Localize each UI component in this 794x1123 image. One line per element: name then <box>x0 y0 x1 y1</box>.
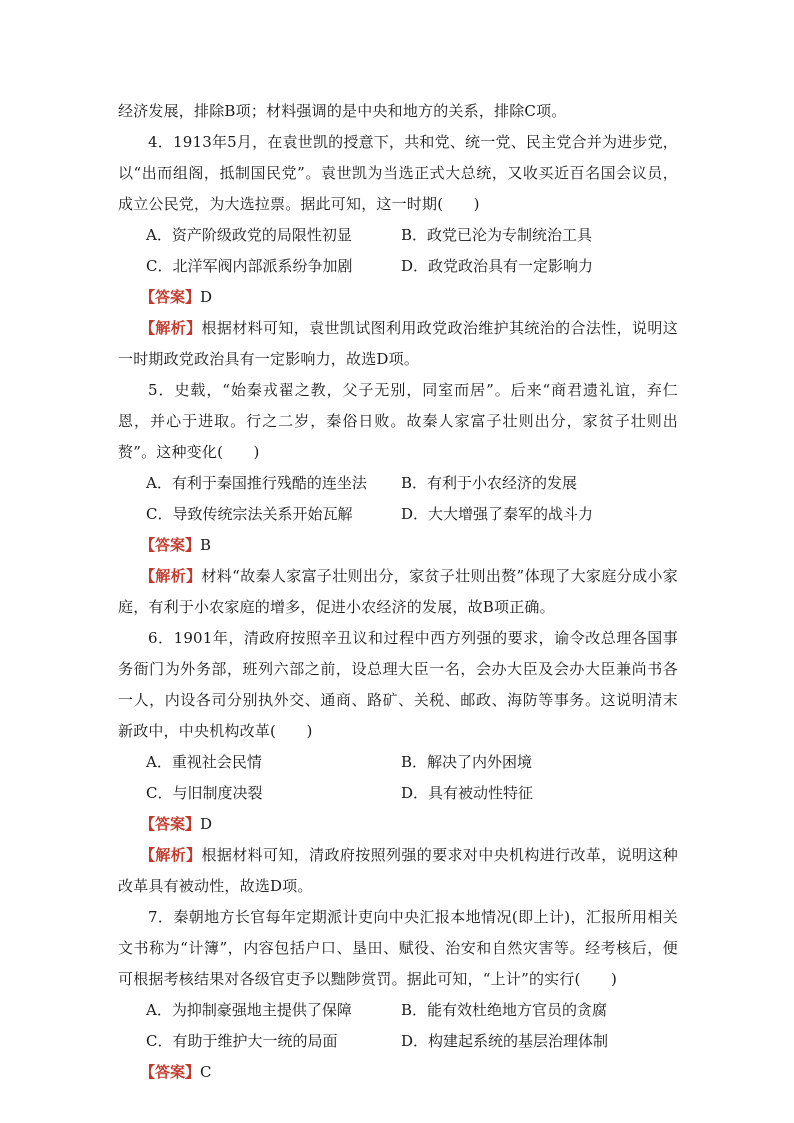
analysis-text: 根据材料可知，清政府按照列强的要求对中央机构进行改革，说明这种改革具有被动性，故选D项。 <box>118 846 678 895</box>
option-d: D．大大增强了秦军的战斗力 <box>401 505 594 523</box>
analysis-text: 根据材料可知，袁世凯试图利用政党政治维护其统治的合法性，说明这一时期政党政治具有一定影响力，故选D项。 <box>118 319 678 368</box>
answer-value: D <box>200 815 213 833</box>
option-d: D．具有被动性特征 <box>401 784 534 802</box>
answer-label: 【答案】 <box>140 815 201 833</box>
analysis-line <box>118 840 678 902</box>
option-b: B．解决了内外困境 <box>401 753 533 771</box>
answer-line <box>118 530 678 561</box>
option-b: B．有利于小农经济的发展 <box>401 474 578 492</box>
answer-value: C <box>200 1063 212 1081</box>
option-a: A．重视社会民情 <box>146 753 262 771</box>
option-d: D．构建起系统的基层治理体制 <box>401 1032 609 1050</box>
continuation-text: 经济发展，排除B项；材料强调的是中央和地方的关系，排除C项。 <box>118 102 567 120</box>
question-6 <box>118 623 678 902</box>
option-c: C．有助于维护大一统的局面 <box>146 1032 338 1050</box>
question-stem: 6．1901年，清政府按照辛丑议和过程中西方列强的要求，谕令改总理各国事务衙门为外务部，班列六部之前，设总理大臣一名，会办大臣及会办大臣兼尚书各一人，内设各司分别执外交、通商、路矿、关税、邮政、海防等事务。这说明清末新政中，中央机构改革( ) <box>118 629 678 740</box>
analysis-text: 材料“故秦人家富子壮则出分，家贫子壮则出赘”体现了大家庭分成小家庭，有利于小农家庭的增多，促进小农经济的发展，故B项正确。 <box>118 567 678 616</box>
question-stem: 4．1913年5月，在袁世凯的授意下，共和党、统一党、民主党合并为进步党，以“出而组阁，抵制国民党”。袁世凯为当选正式大总统，又收买近百名国会议员，成立公民党，为大选拉票。据此可知，这一时期( ) <box>118 133 678 213</box>
option-a: A．为抑制豪强地主提供了保障 <box>146 1001 352 1019</box>
question-stem: 7．秦朝地方长官每年定期派计吏向中央汇报本地情况(即上计)，汇报所用相关文书称为“计簿”，内容包括户口、垦田、赋役、治安和自然灾害等。经考核后，便可根据考核结果对各级官吏予以黜陟赏罚。据此可知，“上计”的实行( ) <box>118 908 678 988</box>
question-4 <box>118 127 678 375</box>
option-c: C．北洋军阀内部派系纷争加剧 <box>146 257 353 275</box>
options <box>118 468 678 530</box>
document-page <box>118 96 678 1088</box>
question-stem: 5．史载，“始秦戎翟之教，父子无别，同室而居”。后来“商君遗礼谊，弃仁恩，并心于进取。行之二岁，秦俗日败。故秦人家富子壮则出分，家贫子壮则出赘”。这种变化( ) <box>118 381 678 461</box>
question-7 <box>118 902 678 1088</box>
answer-value: B <box>200 536 212 554</box>
options <box>118 747 678 809</box>
option-a: A．有利于秦国推行残酷的连坐法 <box>146 474 367 492</box>
option-c: C．导致传统宗法关系开始瓦解 <box>146 505 353 523</box>
answer-label: 【答案】 <box>140 536 201 554</box>
option-b: B．政党已沦为专制统治工具 <box>401 226 593 244</box>
analysis-line <box>118 561 678 623</box>
answer-line <box>118 1057 678 1088</box>
analysis-label: 【解析】 <box>140 846 202 864</box>
answer-line <box>118 809 678 840</box>
option-b: B．能有效杜绝地方官员的贪腐 <box>401 1001 608 1019</box>
question-5 <box>118 375 678 623</box>
analysis-line <box>118 313 678 375</box>
answer-value: D <box>200 288 213 306</box>
analysis-label: 【解析】 <box>140 567 202 585</box>
options <box>118 220 678 282</box>
option-a: A．资产阶级政党的局限性初显 <box>146 226 352 244</box>
option-c: C．与旧制度决裂 <box>146 784 263 802</box>
options <box>118 995 678 1057</box>
answer-line <box>118 282 678 313</box>
analysis-label: 【解析】 <box>140 319 202 337</box>
option-d: D．政党政治具有一定影响力 <box>401 257 594 275</box>
answer-label: 【答案】 <box>140 1063 201 1081</box>
answer-label: 【答案】 <box>140 288 201 306</box>
